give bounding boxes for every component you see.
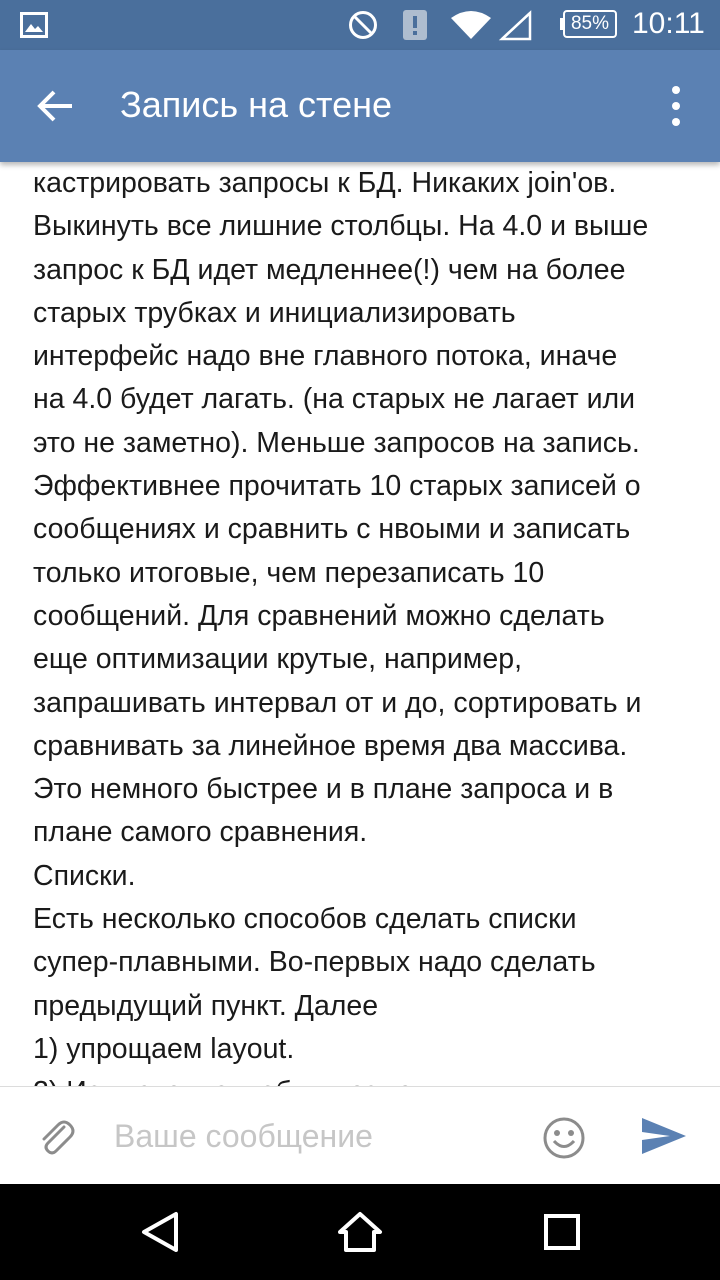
battery-icon: 85% <box>563 10 617 38</box>
back-arrow-icon[interactable] <box>28 78 84 134</box>
post-text <box>33 162 703 1115</box>
app-bar <box>0 50 720 162</box>
post-line: еще оптимизации крутые, например, <box>33 643 522 676</box>
signal-icon <box>500 11 532 41</box>
post-line: Это немного быстрее и в плане запроса и в <box>33 773 614 806</box>
post-line: старых трубках и инициализировать <box>33 296 516 329</box>
post-line: только итоговые, чем перезаписать 10 <box>33 556 545 589</box>
post-content[interactable] <box>0 162 720 1086</box>
home-icon[interactable] <box>336 1210 384 1254</box>
post-line: сообщениях и сравнить с нвоыми и записать <box>33 513 631 546</box>
recents-icon[interactable] <box>540 1210 584 1254</box>
post-line: 1) упрощаем layout. <box>33 1032 295 1065</box>
post-line: интерфейс надо вне главного потока, иначе <box>33 340 618 373</box>
post-line: плане самого сравнения. <box>33 816 368 849</box>
wifi-icon <box>450 10 492 40</box>
message-composer <box>0 1086 720 1185</box>
image-icon <box>20 12 48 38</box>
emoji-icon[interactable] <box>542 1116 586 1160</box>
post-line: кастрировать запросы к БД. Никаких join'ов. <box>33 167 617 199</box>
message-input[interactable] <box>114 1107 524 1165</box>
post-line: сообщений. Для сравнений можно сделать <box>33 599 605 632</box>
post-line: на 4.0 будет лагать. (на старых не лагает или <box>33 383 636 416</box>
attach-icon[interactable] <box>34 1115 78 1159</box>
status-bar <box>0 0 720 50</box>
post-line: Списки. <box>33 859 136 892</box>
page-title: Запись на стене <box>120 84 393 125</box>
post-line: Есть несколько способов сделать списки <box>33 903 577 936</box>
post-line: Эффективнее прочитать 10 старых записей о <box>33 470 641 503</box>
post-line: супер-плавными. Во-первых надо сделать <box>33 946 596 979</box>
post-line: сравнивать за линейное время два массива. <box>33 729 628 762</box>
post-line: запрашивать интервал от и до, сортировать и <box>33 686 642 719</box>
do-not-disturb-icon <box>348 10 378 40</box>
post-line: это не заметно). Меньше запросов на запись. <box>33 426 640 459</box>
send-icon[interactable] <box>640 1116 688 1156</box>
post-line: запрос к БД идет медленнее(!) чем на более <box>33 253 626 286</box>
navigation-bar <box>0 1184 720 1280</box>
status-time: 10:11 <box>632 7 705 40</box>
post-line: предыдущий пункт. Далее <box>33 989 379 1022</box>
post-line: Выкинуть все лишние столбцы. На 4.0 и выше <box>33 210 649 243</box>
overflow-menu-icon[interactable] <box>660 80 692 132</box>
back-triangle-icon[interactable] <box>138 1210 182 1254</box>
alert-icon <box>402 9 428 41</box>
